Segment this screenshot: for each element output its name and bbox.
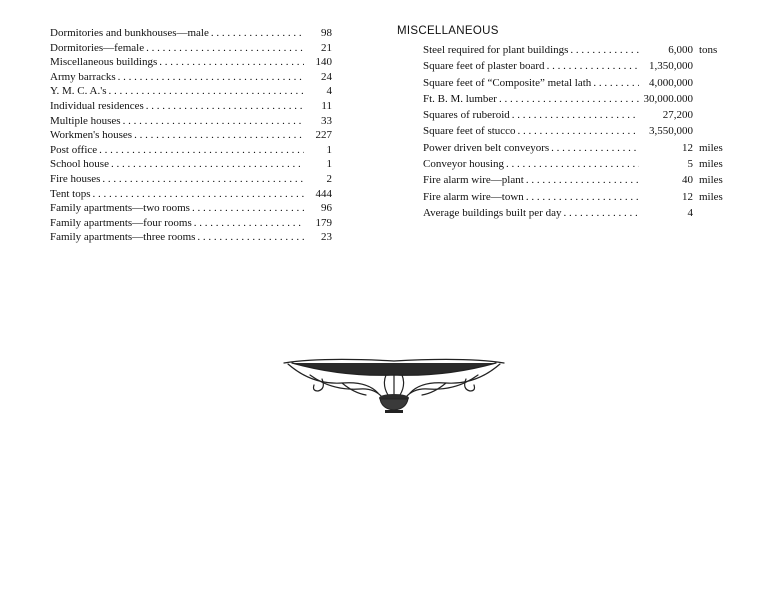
item-label: Fire houses xyxy=(50,172,101,185)
list-item xyxy=(423,75,735,91)
item-value: 4 xyxy=(687,206,693,219)
item-value: 4 xyxy=(326,85,332,98)
item-value: 23 xyxy=(321,231,332,244)
item-label: Miscellaneous buildings xyxy=(50,56,158,69)
item-label: Fire alarm wire—plant xyxy=(423,174,524,187)
list-item xyxy=(50,201,332,216)
item-label: Fire alarm wire—town xyxy=(423,190,524,203)
list-item xyxy=(50,41,332,56)
list-item xyxy=(50,55,332,70)
item-value: 227 xyxy=(315,129,332,142)
list-item xyxy=(423,172,735,188)
list-item xyxy=(50,230,332,245)
item-value: 24 xyxy=(321,70,332,83)
item-label: Army barracks xyxy=(50,70,116,83)
item-value: 1 xyxy=(326,158,332,171)
list-item xyxy=(423,42,735,58)
item-value: 30,000.000 xyxy=(643,92,693,105)
item-label: Dormitories and bunkhouses—male xyxy=(50,27,209,39)
item-unit: miles xyxy=(699,174,723,187)
list-item xyxy=(50,128,332,143)
item-label: Individual residences xyxy=(50,99,144,112)
list-item xyxy=(50,26,332,41)
item-unit: miles xyxy=(699,158,723,171)
item-value: 140 xyxy=(315,56,332,69)
urn-ornament xyxy=(379,394,409,413)
item-value: 33 xyxy=(321,114,332,127)
item-value: 444 xyxy=(315,187,332,200)
list-item xyxy=(50,172,332,187)
item-label: Family apartments—two rooms xyxy=(50,202,190,215)
list-item xyxy=(423,156,735,172)
list-item xyxy=(423,140,735,156)
list-item xyxy=(50,114,332,129)
list-item xyxy=(50,143,332,158)
buildings-list xyxy=(50,26,332,245)
item-value: 98 xyxy=(321,27,332,39)
item-label: Squares of ruberoid xyxy=(423,109,510,122)
item-value: 1,350,000 xyxy=(649,60,693,73)
item-label: Steel required for plant buildings xyxy=(423,44,569,56)
item-value: 4,000,000 xyxy=(649,76,693,89)
item-label: Ft. B. M. lumber xyxy=(423,92,497,105)
item-unit: tons xyxy=(699,44,718,56)
item-label: Power driven belt conveyors xyxy=(423,141,550,154)
item-label: Post office xyxy=(50,143,98,156)
miscellaneous-list xyxy=(423,42,735,221)
list-item xyxy=(50,216,332,231)
list-item xyxy=(50,84,332,99)
list-item xyxy=(423,91,735,107)
item-label: Average buildings built per day xyxy=(423,206,562,219)
item-label: Square feet of stucco xyxy=(423,125,516,138)
item-value: 27,200 xyxy=(662,109,693,122)
item-label: Dormitories—female xyxy=(50,41,145,54)
item-label: Family apartments—three rooms xyxy=(50,231,196,244)
list-item xyxy=(423,205,735,221)
item-value: 11 xyxy=(321,99,332,112)
item-value: 1 xyxy=(326,143,332,156)
item-value: 2 xyxy=(326,172,332,185)
list-item xyxy=(50,99,332,114)
list-item xyxy=(50,187,332,202)
list-item xyxy=(50,70,332,85)
item-label: Conveyor housing xyxy=(423,158,504,171)
item-value: 179 xyxy=(315,216,332,229)
item-value: 3,550,000 xyxy=(649,125,693,138)
item-label: Workmen's houses xyxy=(50,129,133,142)
item-value: 12 xyxy=(682,141,693,154)
list-item xyxy=(423,123,735,139)
item-label: Square feet of “Composite” metal lath xyxy=(423,76,592,89)
miscellaneous-heading: MISCELLANEOUS xyxy=(397,25,499,37)
list-item xyxy=(423,189,735,205)
item-label: School house xyxy=(50,158,109,171)
item-value: 6,000 xyxy=(668,44,693,56)
item-value: 21 xyxy=(321,41,332,54)
art-nouveau-ornament-icon xyxy=(282,355,506,415)
item-value: 40 xyxy=(682,174,693,187)
list-item xyxy=(423,107,735,123)
item-label: Multiple houses xyxy=(50,114,121,127)
item-unit: miles xyxy=(699,141,723,154)
item-label: Y. M. C. A.'s xyxy=(50,85,107,98)
item-label: Square feet of plaster board xyxy=(423,60,545,73)
item-label: Family apartments—four rooms xyxy=(50,216,192,229)
item-value: 12 xyxy=(682,190,693,203)
item-unit: miles xyxy=(699,190,723,203)
item-value: 96 xyxy=(321,202,332,215)
list-item xyxy=(423,58,735,74)
item-label: Tent tops xyxy=(50,187,91,200)
item-value: 5 xyxy=(687,158,693,171)
list-item xyxy=(50,157,332,172)
